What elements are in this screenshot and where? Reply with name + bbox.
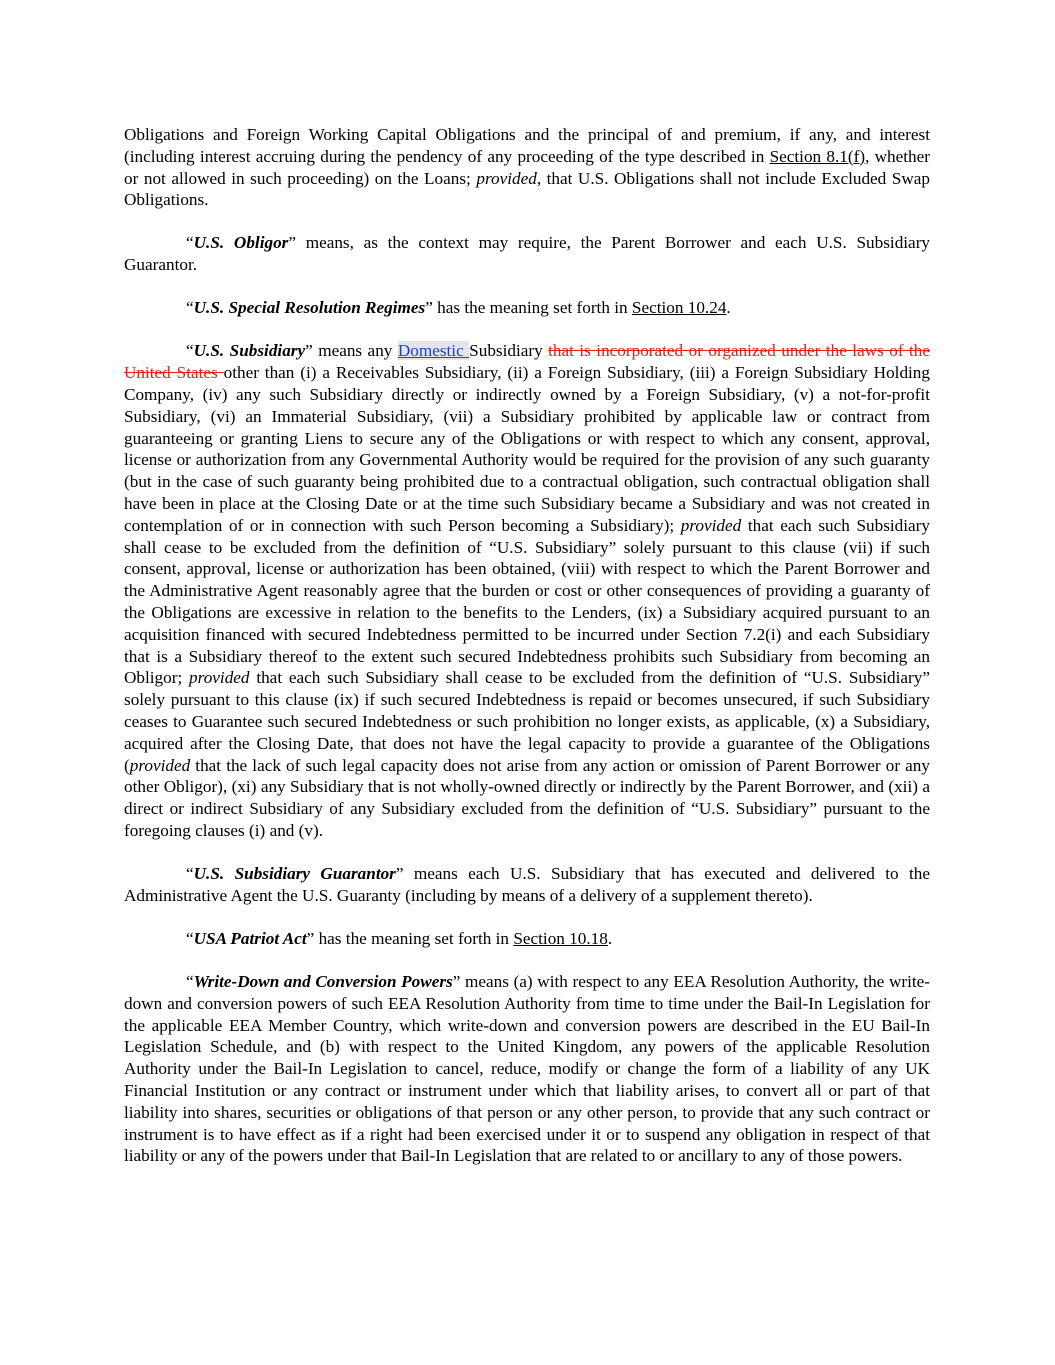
tracked-insertion[interactable]: Domestic: [397, 341, 470, 361]
open-quote: “: [186, 298, 194, 318]
section-reference-link[interactable]: Section 8.1(f): [769, 146, 866, 166]
definition-text: ” means, as the context may require, the Parent Borrower and each U.S. Subsidiary Guarantor.: [124, 233, 931, 275]
defined-term: U.S. Subsidiary Guarantor: [193, 864, 396, 884]
definition-us-special-resolution-regimes: [124, 297, 930, 319]
proviso-emphasis: provided: [189, 668, 250, 688]
definition-us-subsidiary: [124, 340, 930, 841]
text-run: that each such Subsidiary shall cease to be excluded from the definition of “U.S. Subsidiary” solely pursuant to this clause (vii) if such consent, approval, license or authorization has been obtained, (viii) with respect to which the Parent Borrower and the Administrative Agent reasonably agree that the burden or cost or other consequences of providing a guaranty of the Obligations are excessive in relation to the benefits to the Lenders, (ix) a Subsidiary acquired pursuant to an acquisition financed with secured Indebtedness permitted to be incurred under Section 7.2(i) and each Subsidiary that is a Subsidiary thereof to the extent such secured Indebtedness prohibits such Subsidiary from becoming an Obligor;: [124, 515, 930, 688]
text-run: Obligations and Foreign Working Capital Obligations and the principal of and premium, if any, and interest (including interest accruing during the pendency of any proceeding of the type described in: [124, 125, 930, 166]
text-run: , that U.S. Obligations shall not include Excluded Swap Obligations.: [124, 168, 930, 210]
document-page: [124, 124, 930, 1189]
text-run: other than (i) a Receivables Subsidiary, (ii) a Foreign Subsidiary, (iii) a Foreign Subsidiary Holding Company, (iv) any such Subsidiary directly or indirectly owned by a Foreign Subsidiary, (v) a not-for-profit Subsidiary, (vi) an Immaterial Subsidiary, (vii) a Subsidiary prohibited by applicable law or contract from guaranteeing or granting Liens to secure any of the Obligations or with respect to which any consent, approval, license or authorization from any Governmental Authority would be required for the provision of any such guaranty (but in the case of such guaranty being prohibited due to a contractual obligation, such contractual obligation shall have been in place at the Closing Date or at the time such Subsidiary became a Subsidiary and was not created in contemplation of or in connection with such Person becoming a Subsidiary);: [124, 363, 930, 535]
text-run: that the lack of such legal capacity does not arise from any action or omission of Parent Borrower or any other Obligor), (xi) any Subsidiary that is not wholly-owned directly or indirectly by the Parent Borrower, and (xii) a direct or indirect Subsidiary of any Subsidiary excluded from the definition of “U.S. Subsidiary” pursuant to the foregoing clauses (i) and (v).: [124, 755, 930, 840]
open-quote: “: [186, 864, 194, 884]
open-quote: “: [186, 972, 194, 992]
section-reference-link[interactable]: Section 10.24: [631, 298, 727, 318]
text-run: .: [726, 298, 731, 318]
definition-text: ” means any: [305, 341, 398, 361]
definition-write-down-and-conversion-powers: [124, 971, 930, 1167]
defined-term: Write-Down and Conversion Powers: [193, 972, 453, 992]
definition-usa-patriot-act: [124, 928, 930, 950]
text-run: that each such Subsidiary shall cease to be excluded from the definition of “U.S. Subsidiary” solely pursuant to this clause (ix) if such secured Indebtedness is repaid or becomes unsecured, if such Subsidiary ceases to Guarantee such secured Indebtedness or such prohibition no longer exists, as applicable, (x) a Subsidiary, acquired after the Closing Date, that does not have the legal capacity to provide a guarantee of the Obligations (: [124, 668, 930, 775]
proviso-emphasis: provided: [680, 515, 742, 535]
defined-term: U.S. Subsidiary: [193, 341, 306, 361]
definition-us-subsidiary-guarantor: [124, 863, 930, 907]
open-quote: “: [186, 928, 194, 948]
paragraph-us-obligations-continued: [124, 124, 930, 211]
text-run: , whether or not allowed in such proceeding) on the Loans;: [124, 146, 930, 188]
proviso-emphasis: provided: [476, 168, 537, 188]
proviso-emphasis: provided: [129, 755, 191, 775]
definition-text: ” has the meaning set forth in: [425, 298, 632, 318]
definition-text: ” has the meaning set forth in: [306, 928, 514, 948]
section-reference-link[interactable]: Section 10.18: [513, 928, 608, 948]
text-run: Subsidiary: [469, 341, 549, 361]
defined-term: U.S. Special Resolution Regimes: [193, 298, 426, 318]
defined-term: USA Patriot Act: [193, 928, 307, 948]
defined-term: U.S. Obligor: [193, 233, 289, 253]
open-quote: “: [186, 233, 194, 253]
tracked-deletion[interactable]: that is incorporated or organized under the laws of the United States: [124, 341, 931, 383]
definition-text: ” means (a) with respect to any EEA Resolution Authority, the write-down and conversion powers of such EEA Resolution Authority from time to time under the Bail-In Legislation for the applicable EEA Member Country, which write-down and conversion powers are described in the EU Bail-In Legislation Schedule, and (b) with respect to the United Kingdom, any powers of the applicable Resolution Authority under the Bail-In Legislation to cancel, reduce, modify or change the form of a liability of any UK Financial Institution or any contract or instrument under which that liability arises, to convert all or part of that liability into shares, securities or obligations of that person or any other person, to provide that any such contract or instrument is to have effect as if a right had been exercised under it or to suspend any obligation in respect of that liability or any of the powers under that Bail-In Legislation that are related to or ancillary to any of those powers.: [124, 972, 930, 1166]
open-quote: “: [186, 341, 194, 361]
definition-us-obligor: [124, 232, 930, 276]
text-run: .: [607, 928, 613, 948]
definition-text: ” means each U.S. Subsidiary that has executed and delivered to the Administrative Agent the U.S. Guaranty (including by means of a delivery of a supplement thereto).: [124, 864, 930, 905]
